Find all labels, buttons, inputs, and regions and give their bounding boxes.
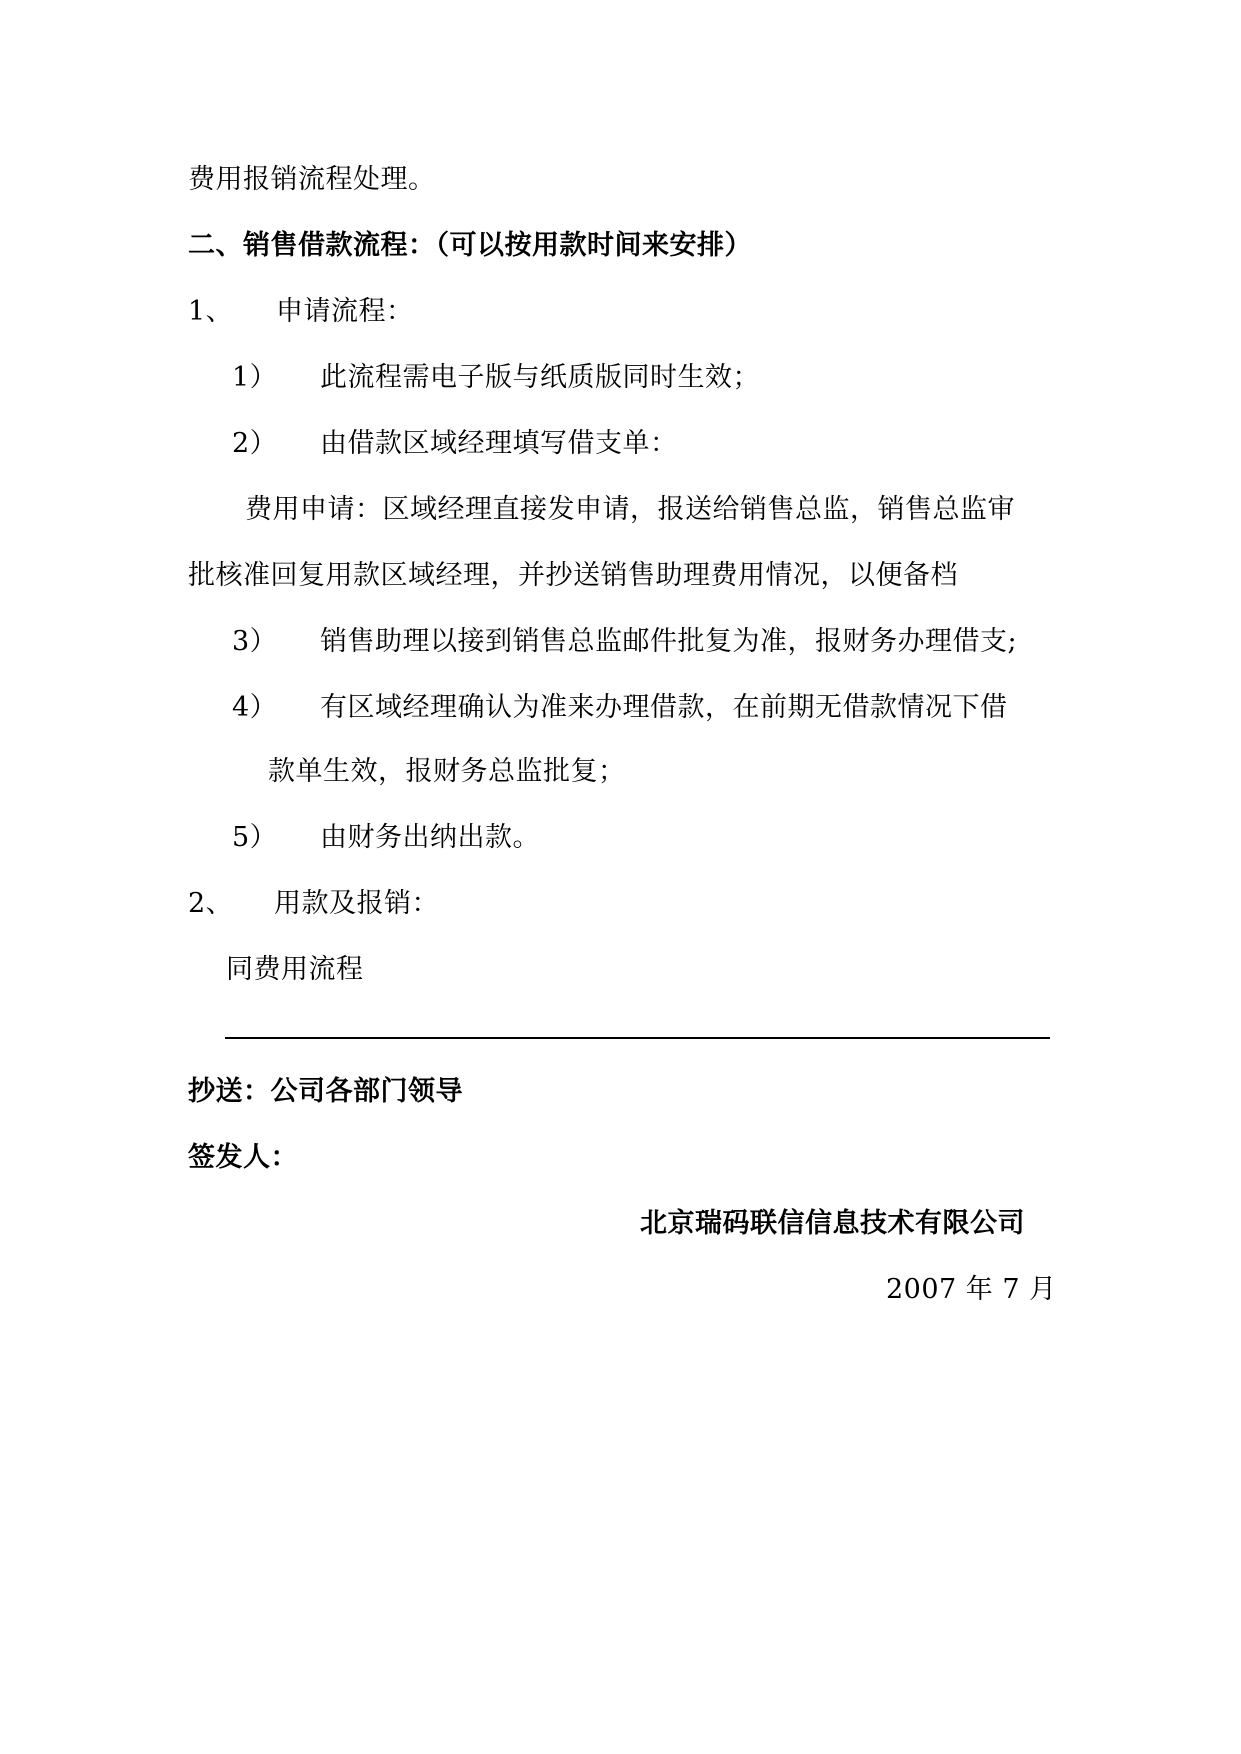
item-4-number: 4） [232, 692, 278, 723]
expense-paragraph-line-1: 费用申请：区域经理直接发申请，报送给销售总监，销售总监审 [245, 494, 1015, 525]
item-2-text: 由借款区域经理填写借支单： [320, 428, 678, 459]
company-name: 北京瑞码联信信息技术有限公司 [640, 1208, 1025, 1239]
item-4-continuation: 款单生效，报财务总监批复； [268, 756, 626, 787]
cc-line: 抄送：公司各部门领导 [188, 1076, 463, 1107]
item-4-text: 有区域经理确认为准来办理借款，在前期无借款情况下借 [320, 692, 1008, 723]
issue-date: 2007 年 7 月 [886, 1274, 1057, 1305]
expense-paragraph-line-2: 批核准回复用款区域经理，并抄送销售助理费用情况，以便备档 [188, 560, 958, 591]
item-5-text: 由财务出纳出款。 [320, 822, 540, 853]
item-1-number: 1） [232, 362, 278, 393]
step2-body: 同费用流程 [226, 954, 364, 985]
item-5-number: 5） [232, 822, 278, 853]
step1-title: 申请流程： [276, 296, 414, 327]
step2-title: 用款及报销： [274, 888, 439, 919]
step2-number: 2、 [188, 888, 234, 919]
item-2-number: 2） [232, 428, 278, 459]
intro-line: 费用报销流程处理。 [188, 164, 436, 195]
step1-number: 1、 [188, 296, 234, 327]
divider-rule [225, 1037, 1050, 1039]
section-heading: 二、销售借款流程：（可以按用款时间来安排） [188, 230, 752, 261]
item-3-text: 销售助理以接到销售总监邮件批复为准，报财务办理借支; [320, 626, 1018, 657]
item-3-number: 3） [232, 626, 278, 657]
signer-line: 签发人： [188, 1142, 298, 1173]
item-1-text: 此流程需电子版与纸质版同时生效； [320, 362, 760, 393]
